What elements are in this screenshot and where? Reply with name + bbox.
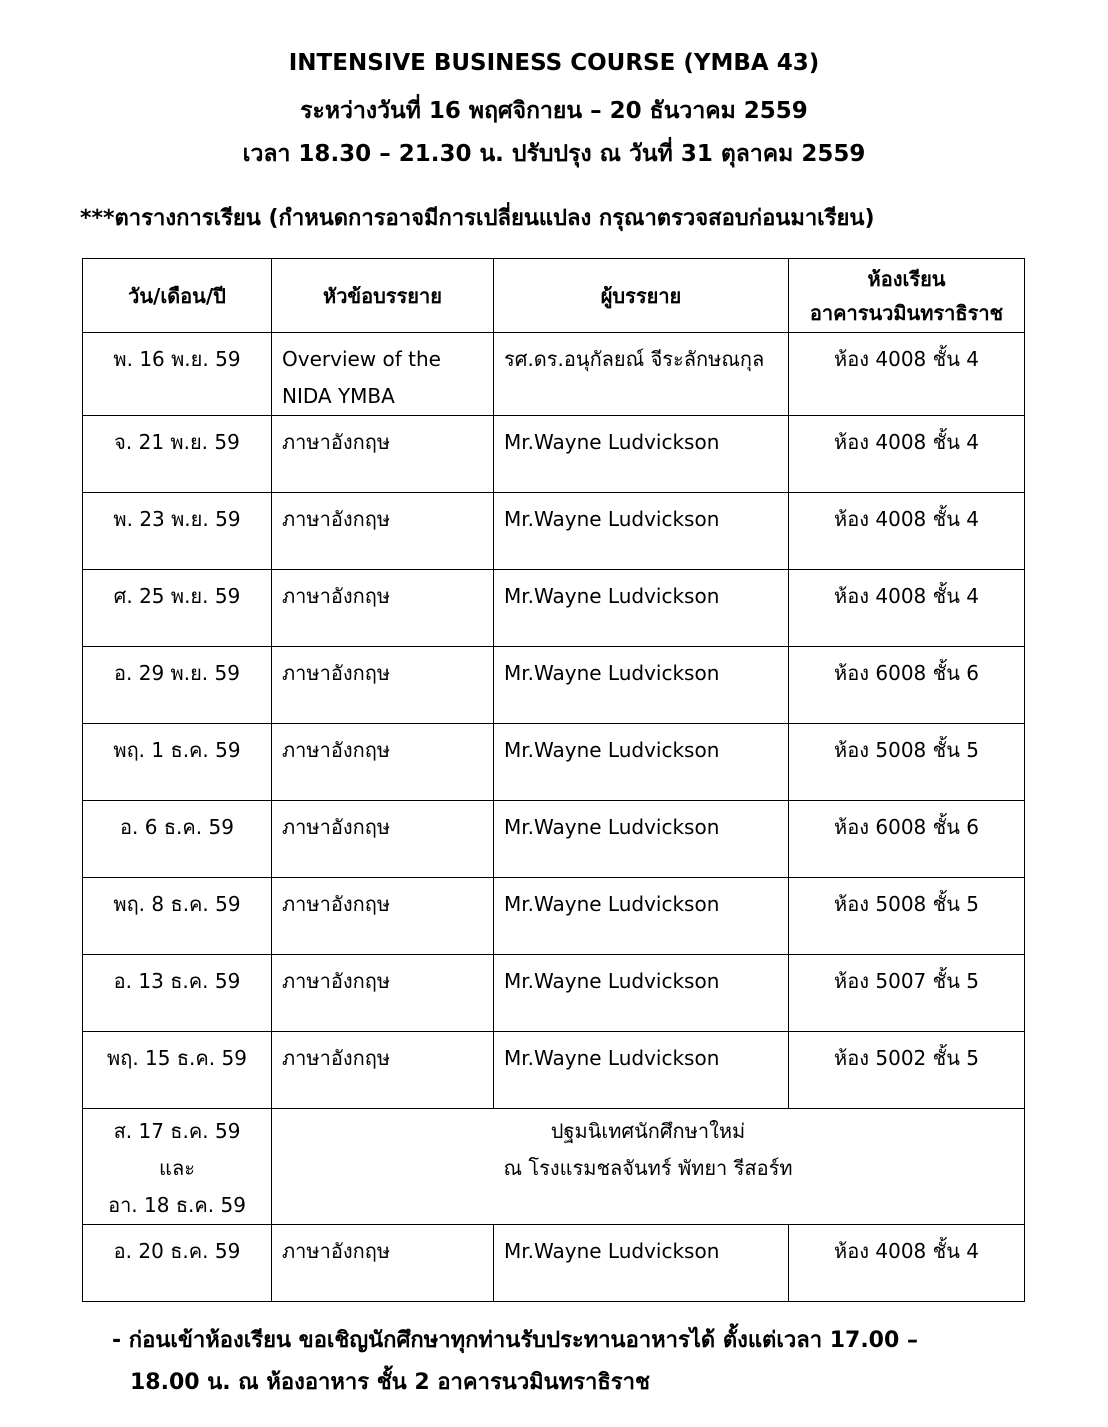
table-row [83, 878, 1025, 955]
cell-lecturer: รศ.ดร.อนุกัลยณ์ จีระลักษณกุล [494, 333, 789, 416]
cell-topic: ภาษาอังกฤษ [272, 416, 494, 493]
cell-date: พฤ. 15 ธ.ค. 59 [83, 1032, 272, 1109]
date-range-and: และ [159, 1156, 195, 1180]
header-lecturer: ผู้บรรยาย [494, 259, 789, 333]
table-row [83, 1225, 1025, 1302]
cell-room: ห้อง 5007 ชั้น 5 [789, 955, 1025, 1032]
cell-date: พฤ. 1 ธ.ค. 59 [83, 724, 272, 801]
time-and-update: เวลา 18.30 – 21.30 น. ปรับปรุง ณ วันที่ 31 ตุลาคม 2559 [242, 141, 866, 167]
header-topic: หัวข้อบรรยาย [272, 259, 494, 333]
cell-date: ศ. 25 พ.ย. 59 [83, 570, 272, 647]
cell-topic: ภาษาอังกฤษ [272, 801, 494, 878]
table-row [83, 333, 1025, 416]
document-title: INTENSIVE BUSINESS COURSE (YMBA 43) [288, 50, 820, 76]
cell-lecturer: Mr.Wayne Ludvickson [494, 878, 789, 955]
cell-topic: ภาษาอังกฤษ [272, 724, 494, 801]
cell-lecturer: Mr.Wayne Ludvickson [494, 955, 789, 1032]
cell-lecturer: Mr.Wayne Ludvickson [494, 1032, 789, 1109]
cell-date: จ. 21 พ.ย. 59 [83, 416, 272, 493]
cell-lecturer: Mr.Wayne Ludvickson [494, 1225, 789, 1302]
table-row [83, 570, 1025, 647]
orientation-title: ปฐมนิเทศนักศึกษาใหม่ [550, 1119, 746, 1143]
cell-topic: ภาษาอังกฤษ [272, 647, 494, 724]
cell-room: ห้อง 6008 ชั้น 6 [789, 647, 1025, 724]
table-row [83, 724, 1025, 801]
header-room-line1: ห้องเรียน [867, 266, 946, 291]
table-row [83, 801, 1025, 878]
cell-date: อ. 13 ธ.ค. 59 [83, 955, 272, 1032]
cell-lecturer: Mr.Wayne Ludvickson [494, 647, 789, 724]
cell-room: ห้อง 5008 ชั้น 5 [789, 878, 1025, 955]
cell-lecturer: Mr.Wayne Ludvickson [494, 570, 789, 647]
cell-room: ห้อง 4008 ชั้น 4 [789, 333, 1025, 416]
cell-topic: ภาษาอังกฤษ [272, 493, 494, 570]
meal-notice-line1: - ก่อนเข้าห้องเรียน ขอเชิญนักศึกษาทุกท่านรับประทานอาหารได้ ตั้งแต่เวลา 17.00 – [112, 1328, 918, 1353]
schedule-note: ***ตารางการเรียน (กำหนดการอาจมีการเปลี่ยนแปลง กรุณาตรวจสอบก่อนมาเรียน) [80, 206, 875, 231]
cell-lecturer: Mr.Wayne Ludvickson [494, 493, 789, 570]
schedule-table [82, 258, 1025, 1302]
table-row [83, 493, 1025, 570]
cell-room: ห้อง 4008 ชั้น 4 [789, 416, 1025, 493]
cell-lecturer: Mr.Wayne Ludvickson [494, 801, 789, 878]
table-row [83, 416, 1025, 493]
cell-room: ห้อง 4008 ชั้น 4 [789, 570, 1025, 647]
orientation-row [83, 1109, 1025, 1225]
cell-date: พ. 23 พ.ย. 59 [83, 493, 272, 570]
cell-date: พฤ. 8 ธ.ค. 59 [83, 878, 272, 955]
cell-room: ห้อง 5008 ชั้น 5 [789, 724, 1025, 801]
header-room [789, 259, 1025, 333]
orientation-location: ณ โรงแรมชลจันทร์ พัทยา รีสอร์ท [503, 1156, 793, 1180]
cell-date: อ. 6 ธ.ค. 59 [83, 801, 272, 878]
cell-date-range [83, 1109, 272, 1225]
cell-date: อ. 29 พ.ย. 59 [83, 647, 272, 724]
cell-topic: ภาษาอังกฤษ [272, 1225, 494, 1302]
cell-date: อ. 20 ธ.ค. 59 [83, 1225, 272, 1302]
cell-orientation-event [272, 1109, 1025, 1225]
cell-room: ห้อง 6008 ชั้น 6 [789, 801, 1025, 878]
cell-topic: ภาษาอังกฤษ [272, 955, 494, 1032]
table-header-row [83, 259, 1025, 333]
table-row [83, 955, 1025, 1032]
cell-room: ห้อง 4008 ชั้น 4 [789, 1225, 1025, 1302]
header-date: วัน/เดือน/ปี [83, 259, 272, 333]
course-period: ระหว่างวันที่ 16 พฤศจิกายน – 20 ธันวาคม 2559 [300, 98, 808, 124]
cell-topic: Overview of the NIDA YMBA [272, 333, 494, 416]
cell-room: ห้อง 4008 ชั้น 4 [789, 493, 1025, 570]
cell-topic: ภาษาอังกฤษ [272, 878, 494, 955]
cell-room: ห้อง 5002 ชั้น 5 [789, 1032, 1025, 1109]
table-row [83, 1032, 1025, 1109]
cell-topic: ภาษาอังกฤษ [272, 1032, 494, 1109]
header-room-line2: อาคารนวมินทราธิราช [809, 300, 1004, 325]
meal-notice-line2: 18.00 น. ณ ห้องอาหาร ชั้น 2 อาคารนวมินทราธิราช [130, 1370, 650, 1395]
cell-lecturer: Mr.Wayne Ludvickson [494, 416, 789, 493]
cell-date: พ. 16 พ.ย. 59 [83, 333, 272, 416]
date-range-start: ส. 17 ธ.ค. 59 [113, 1119, 241, 1143]
table-row [83, 647, 1025, 724]
cell-lecturer: Mr.Wayne Ludvickson [494, 724, 789, 801]
meal-notice [112, 1320, 918, 1404]
cell-topic: ภาษาอังกฤษ [272, 570, 494, 647]
date-range-end: อา. 18 ธ.ค. 59 [108, 1193, 246, 1217]
